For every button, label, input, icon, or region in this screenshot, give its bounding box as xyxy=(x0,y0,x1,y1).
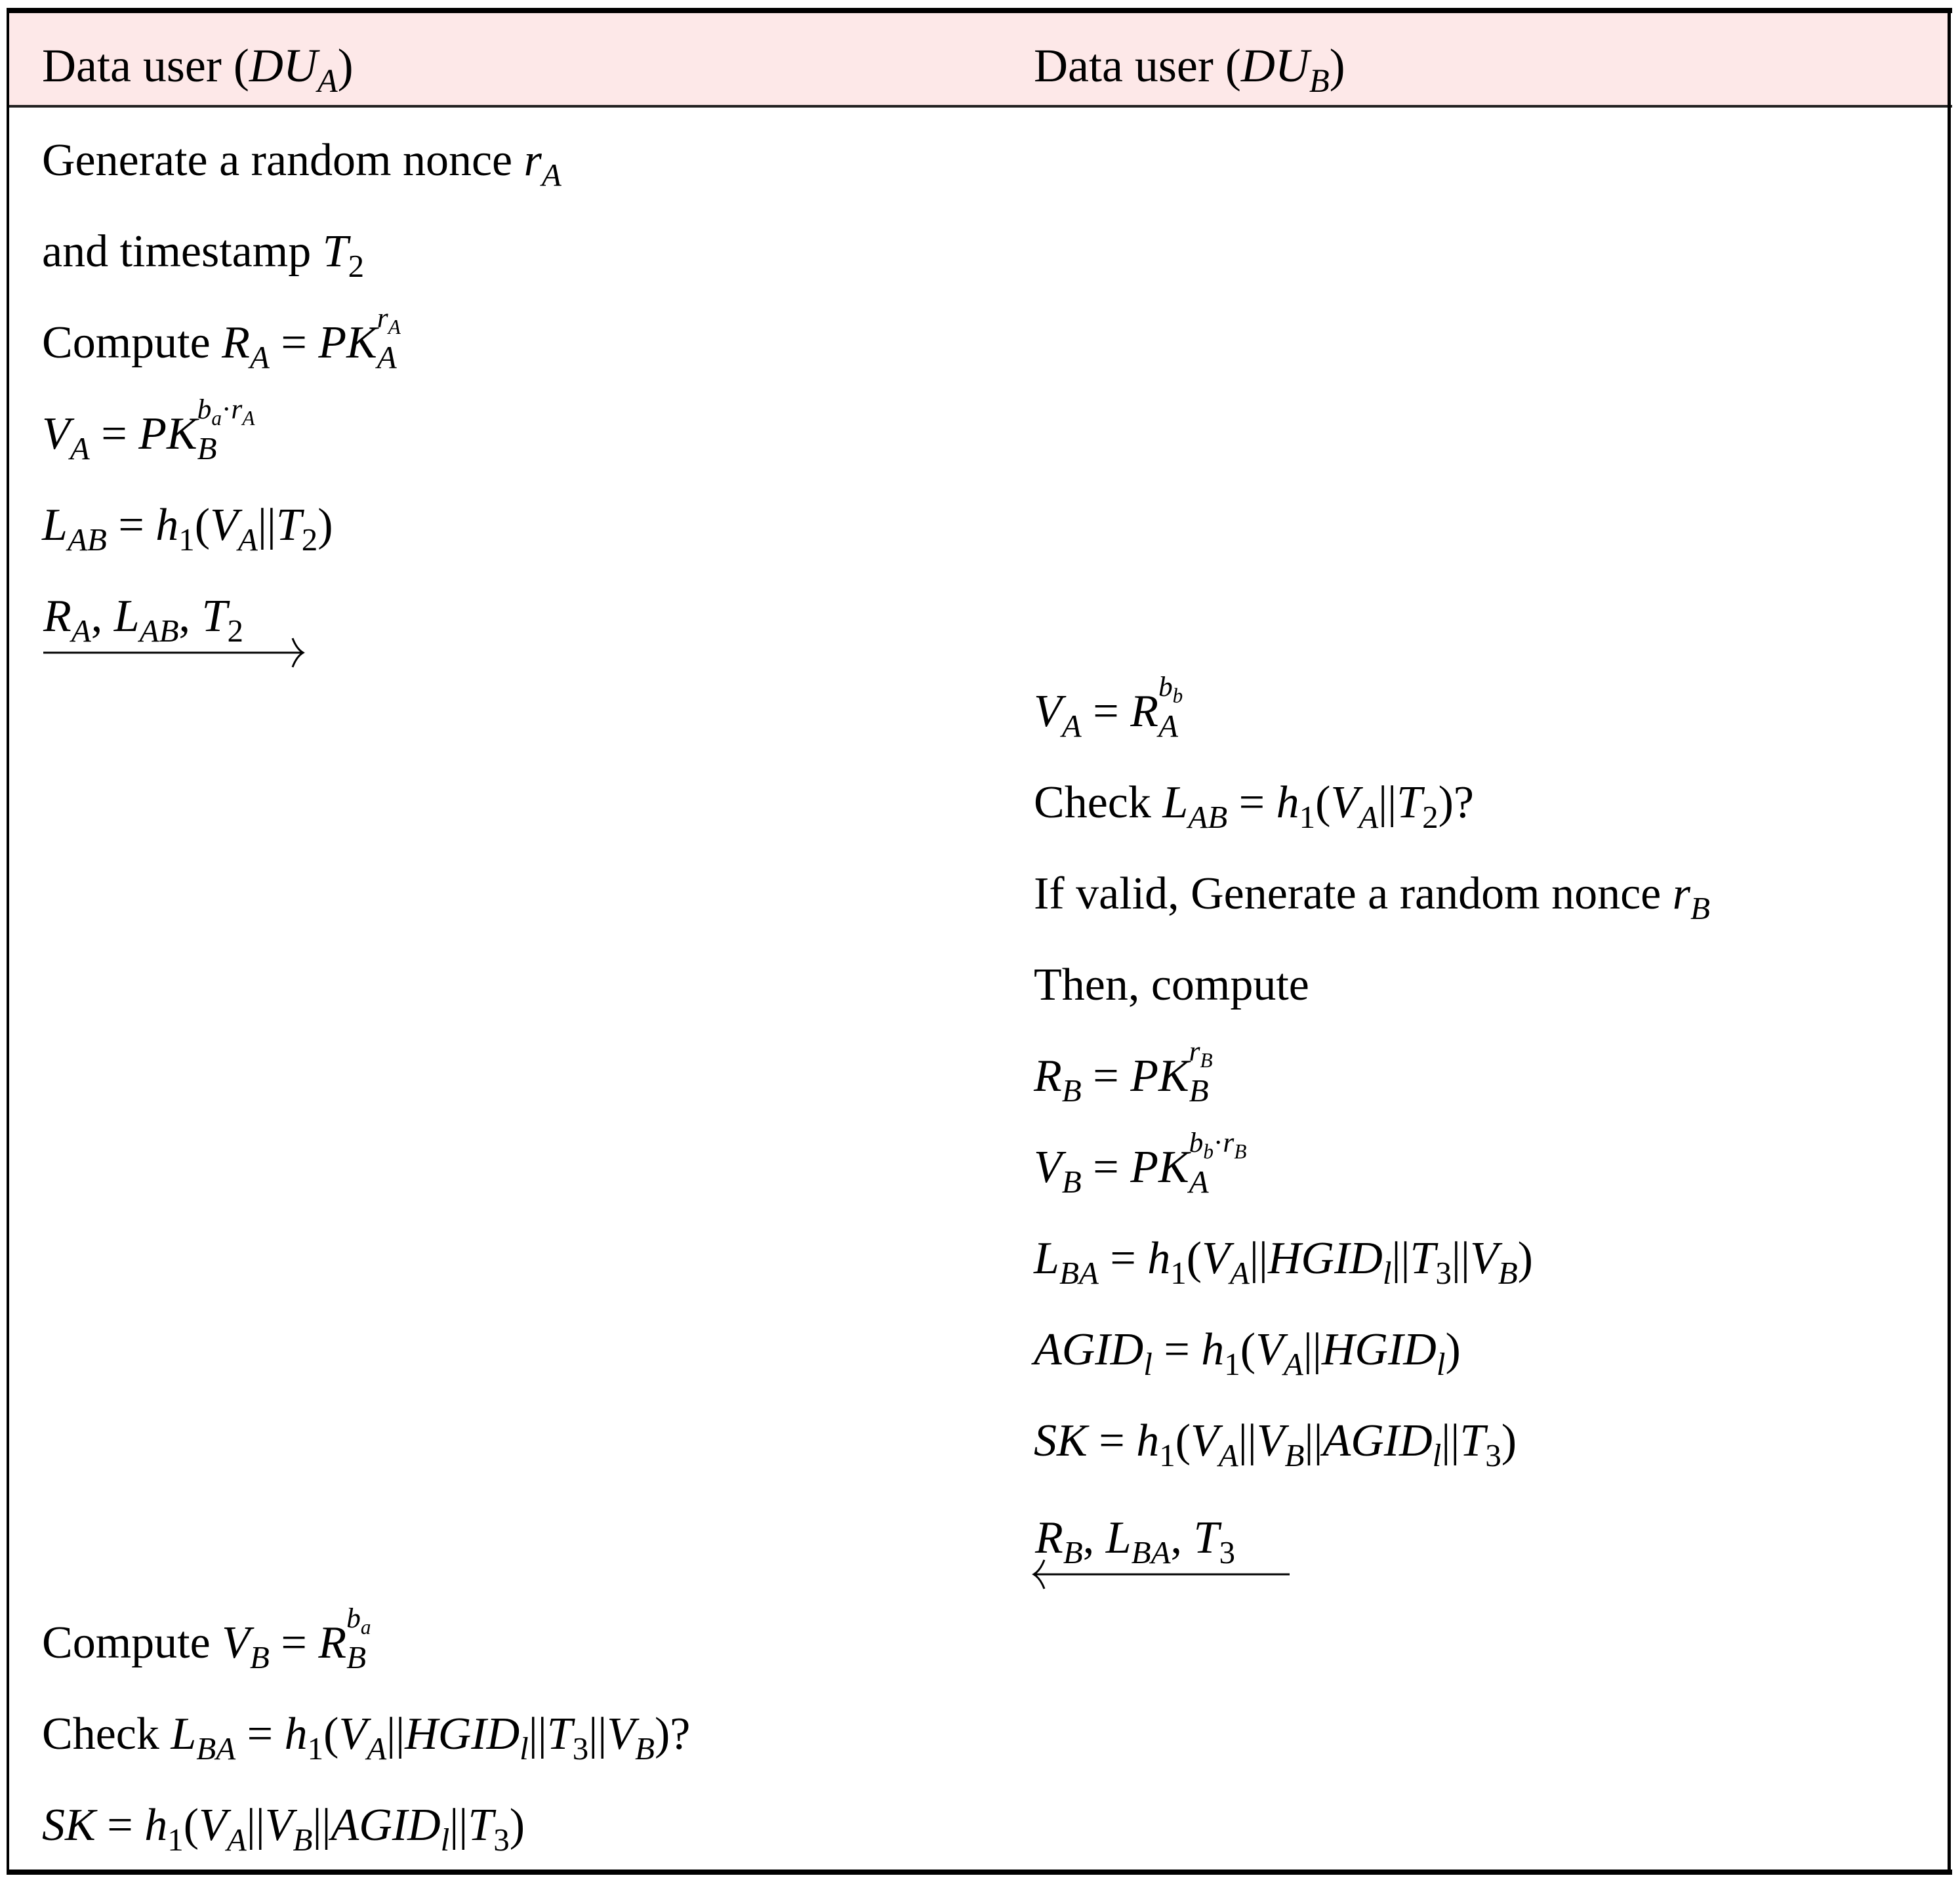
math-symbol: AGID xyxy=(1322,1416,1433,1466)
text-run: ( xyxy=(183,1800,199,1850)
superscript: $r_B$ xyxy=(1189,1036,1213,1072)
math-symbol: PK xyxy=(1130,1142,1189,1193)
text-run: || xyxy=(1391,1233,1410,1284)
math-symbol: l xyxy=(1143,1345,1153,1382)
math-symbol: A xyxy=(1358,798,1379,835)
math-symbol: R xyxy=(43,591,71,642)
math-symbol: R xyxy=(1130,686,1158,737)
math-symbol: A xyxy=(1229,1254,1250,1291)
math-symbol: A xyxy=(71,612,91,649)
math-symbol: R xyxy=(318,1618,347,1668)
math-symbol: AGID xyxy=(1034,1324,1144,1375)
text-run: ) xyxy=(1501,1416,1517,1466)
protocol-step xyxy=(42,1709,691,1767)
text-run: = xyxy=(1152,1324,1202,1375)
protocol-step xyxy=(42,1603,371,1675)
text-run: ) xyxy=(317,500,333,550)
text-run: || xyxy=(1249,1233,1268,1284)
text-run: ( xyxy=(323,1709,339,1759)
math-symbol: T xyxy=(1460,1416,1486,1466)
math-symbol: AB xyxy=(139,612,179,649)
math-symbol: PK xyxy=(138,409,197,459)
math-symbol: L xyxy=(1162,777,1189,828)
math-symbol: 3 xyxy=(572,1730,589,1767)
math-symbol: T xyxy=(276,500,302,550)
math-symbol: V xyxy=(264,1800,293,1850)
math-symbol: 1 xyxy=(178,521,195,558)
math-symbol: B xyxy=(1498,1254,1518,1291)
math-symbol: T xyxy=(1410,1233,1436,1284)
math-symbol: h xyxy=(1136,1416,1160,1466)
sub-superscript xyxy=(1189,1036,1213,1109)
text-run: Check xyxy=(42,1709,171,1759)
text-run: Compute xyxy=(42,1618,222,1668)
math-symbol: l xyxy=(520,1730,529,1767)
math-symbol: B xyxy=(1061,1163,1082,1200)
math-symbol: V xyxy=(1202,1233,1230,1284)
text-run: , xyxy=(178,591,202,642)
math-symbol: 2 xyxy=(348,247,365,284)
math-symbol: 1 xyxy=(1299,798,1316,835)
subscript: A xyxy=(377,338,397,375)
text-run: || xyxy=(449,1800,468,1850)
column-header-close: ) xyxy=(1329,39,1345,92)
math-symbol: 2 xyxy=(301,521,318,558)
text-run: ( xyxy=(1175,1416,1191,1466)
math-symbol: BA xyxy=(1131,1534,1171,1570)
text-run: || xyxy=(1378,777,1397,828)
superscript: $r_A$ xyxy=(377,302,401,338)
column-header-var: DU xyxy=(249,39,317,92)
math-symbol: T xyxy=(468,1800,494,1850)
column-header-var: DU xyxy=(1240,39,1309,92)
text-run: = xyxy=(1081,1051,1131,1101)
math-symbol: B xyxy=(1284,1437,1305,1473)
protocol-step xyxy=(1034,868,1710,926)
superscript: $b_a\cdot r_A$ xyxy=(197,394,255,430)
math-symbol: 1 xyxy=(1224,1345,1240,1382)
text-run: , xyxy=(1170,1513,1194,1563)
math-symbol: PK xyxy=(318,317,377,368)
math-symbol: R xyxy=(1034,1051,1062,1101)
math-symbol: AB xyxy=(1188,798,1228,835)
math-symbol: BA xyxy=(196,1730,236,1767)
math-symbol: 1 xyxy=(167,1821,184,1858)
text-run: = xyxy=(1081,1142,1131,1193)
math-symbol: V xyxy=(338,1709,367,1759)
math-symbol: R xyxy=(222,317,250,368)
math-symbol: h xyxy=(155,500,179,550)
math-symbol: A xyxy=(249,338,270,375)
text-run: || xyxy=(588,1709,607,1759)
table-bottom-rule xyxy=(7,1870,1952,1875)
math-symbol: 2 xyxy=(1422,798,1439,835)
math-symbol: L xyxy=(171,1709,197,1759)
math-symbol: SK xyxy=(1034,1416,1088,1466)
math-symbol: B xyxy=(1690,889,1710,926)
math-symbol: HGID xyxy=(1321,1324,1437,1375)
sub-superscript xyxy=(346,1603,371,1675)
math-symbol: r xyxy=(523,135,542,186)
protocol-step xyxy=(1034,1127,1247,1200)
math-symbol: V xyxy=(1191,1416,1219,1466)
math-symbol: T xyxy=(201,591,228,642)
math-symbol: V xyxy=(1034,686,1062,737)
subscript: B xyxy=(197,430,217,466)
protocol-step xyxy=(1034,1416,1517,1473)
math-symbol: r xyxy=(1672,868,1690,919)
math-symbol: A xyxy=(226,1821,247,1858)
text-run: Then, compute xyxy=(1034,960,1309,1010)
text-run: = xyxy=(269,1618,319,1668)
protocol-step xyxy=(1034,1324,1461,1382)
text-run: ( xyxy=(1240,1324,1256,1375)
text-run: = xyxy=(95,1800,145,1850)
math-symbol: h xyxy=(1276,777,1299,828)
text-run: ( xyxy=(1186,1233,1202,1284)
math-symbol: SK xyxy=(42,1800,96,1850)
protocol-step xyxy=(42,500,333,558)
math-symbol: V xyxy=(42,409,70,459)
text-run: ( xyxy=(194,500,211,550)
math-symbol: 1 xyxy=(1159,1437,1175,1473)
text-run: ) xyxy=(509,1800,525,1850)
text-run: )? xyxy=(1438,777,1474,828)
protocol-table xyxy=(7,9,1951,1872)
math-symbol: V xyxy=(1034,1142,1062,1193)
text-run: and timestamp xyxy=(42,226,323,277)
math-symbol: h xyxy=(144,1800,168,1850)
math-symbol: B xyxy=(635,1730,655,1767)
math-symbol: V xyxy=(1256,1416,1285,1466)
math-symbol: h xyxy=(1201,1324,1225,1375)
math-symbol: 3 xyxy=(1485,1437,1501,1473)
text-run: ) xyxy=(1517,1233,1533,1284)
math-symbol: A xyxy=(1061,707,1082,744)
protocol-step xyxy=(1034,671,1183,744)
math-symbol: h xyxy=(1147,1233,1171,1284)
math-symbol: BA xyxy=(1059,1254,1099,1291)
text-run: || xyxy=(528,1709,547,1759)
math-symbol: V xyxy=(199,1800,227,1850)
text-run: = xyxy=(235,1709,285,1759)
text-run: Check xyxy=(1034,777,1163,828)
arrow-left-icon xyxy=(1031,1555,1303,1594)
math-symbol: 1 xyxy=(307,1730,324,1767)
math-symbol: T xyxy=(1193,1513,1219,1563)
superscript: $b_b$ xyxy=(1158,671,1183,707)
protocol-step xyxy=(1034,1036,1213,1109)
math-symbol: h xyxy=(284,1709,308,1759)
math-symbol: A xyxy=(70,430,90,466)
text-run: Compute xyxy=(42,317,222,368)
math-symbol: B xyxy=(249,1639,270,1675)
subscript: A xyxy=(1158,707,1178,744)
math-symbol: HGID xyxy=(405,1709,520,1759)
text-run: || xyxy=(312,1800,331,1850)
text-run: || xyxy=(1238,1416,1257,1466)
math-symbol: L xyxy=(42,500,68,550)
math-symbol: AB xyxy=(67,521,107,558)
text-run: )? xyxy=(654,1709,691,1759)
math-symbol: V xyxy=(1469,1233,1498,1284)
text-run: = xyxy=(106,500,156,550)
column-header-label: Data user ( xyxy=(1034,39,1241,92)
text-run: = xyxy=(269,317,319,368)
subscript: A xyxy=(1189,1163,1209,1200)
protocol-step xyxy=(42,135,561,193)
math-symbol: T xyxy=(322,226,348,277)
math-symbol: l xyxy=(1432,1437,1442,1473)
protocol-step xyxy=(42,226,365,284)
math-symbol: L xyxy=(1034,1233,1059,1284)
math-symbol: AGID xyxy=(331,1800,441,1850)
math-symbol: V xyxy=(222,1618,250,1668)
math-symbol: l xyxy=(1382,1254,1392,1291)
text-run: , xyxy=(1082,1513,1106,1563)
text-run: || xyxy=(1441,1416,1460,1466)
math-symbol: A xyxy=(1218,1437,1238,1473)
column-header-sub: A xyxy=(317,62,338,100)
math-symbol: PK xyxy=(1130,1051,1189,1101)
math-symbol: B xyxy=(293,1821,313,1858)
math-symbol: A xyxy=(541,156,561,193)
subscript: B xyxy=(1189,1072,1209,1109)
text-run: || xyxy=(386,1709,405,1759)
text-run: ) xyxy=(1445,1324,1461,1375)
text-run: = xyxy=(1098,1233,1148,1284)
column-header-sub: B xyxy=(1309,62,1330,100)
math-symbol: V xyxy=(1330,777,1359,828)
text-run: || xyxy=(1304,1416,1323,1466)
math-symbol: 2 xyxy=(227,612,243,649)
math-symbol: A xyxy=(367,1730,387,1767)
math-symbol: 1 xyxy=(1170,1254,1187,1291)
protocol-step xyxy=(1034,777,1474,835)
arrow-right-icon xyxy=(39,633,315,672)
sub-superscript xyxy=(197,394,255,466)
text-run: = xyxy=(1227,777,1276,828)
superscript: $b_b\cdot r_B$ xyxy=(1189,1127,1247,1163)
text-run: = xyxy=(89,409,139,459)
text-run: Generate a random nonce xyxy=(42,135,524,186)
sub-superscript xyxy=(377,302,401,375)
column-header-label: Data user ( xyxy=(42,39,249,92)
math-symbol: T xyxy=(546,1709,573,1759)
protocol-step xyxy=(42,302,401,375)
math-symbol: l xyxy=(1436,1345,1446,1382)
math-symbol: A xyxy=(237,521,258,558)
text-run: || xyxy=(1303,1324,1322,1375)
protocol-step xyxy=(1034,962,1309,1008)
math-symbol: A xyxy=(1283,1345,1303,1382)
math-symbol: T xyxy=(1397,777,1423,828)
text-run: If valid, Generate a random nonce xyxy=(1034,868,1673,919)
math-symbol: B xyxy=(1063,1534,1083,1570)
math-symbol: L xyxy=(1105,1513,1132,1563)
math-symbol: V xyxy=(210,500,238,550)
math-symbol: 3 xyxy=(1435,1254,1452,1291)
text-run: = xyxy=(1087,1416,1137,1466)
subscript: B xyxy=(346,1639,367,1675)
sub-superscript xyxy=(1189,1127,1247,1200)
math-symbol: HGID xyxy=(1267,1233,1383,1284)
math-symbol: V xyxy=(1256,1324,1284,1375)
math-symbol: 3 xyxy=(493,1821,510,1858)
column-header-close: ) xyxy=(337,39,354,92)
text-run: || xyxy=(246,1800,265,1850)
superscript: $b_a$ xyxy=(346,1603,371,1639)
protocol-step xyxy=(1034,1233,1533,1291)
math-symbol: l xyxy=(440,1821,450,1858)
text-run: ( xyxy=(1315,777,1331,828)
text-run: , xyxy=(91,591,114,642)
math-symbol: 3 xyxy=(1219,1534,1235,1570)
math-symbol: R xyxy=(1035,1513,1063,1563)
text-run: || xyxy=(257,500,276,550)
math-symbol: B xyxy=(1061,1072,1082,1109)
protocol-step xyxy=(42,1800,525,1858)
sub-superscript xyxy=(1158,671,1183,744)
math-symbol: V xyxy=(607,1709,636,1759)
protocol-step xyxy=(42,394,255,466)
math-symbol: L xyxy=(113,591,140,642)
text-run: || xyxy=(1451,1233,1470,1284)
text-run: = xyxy=(1081,686,1131,737)
